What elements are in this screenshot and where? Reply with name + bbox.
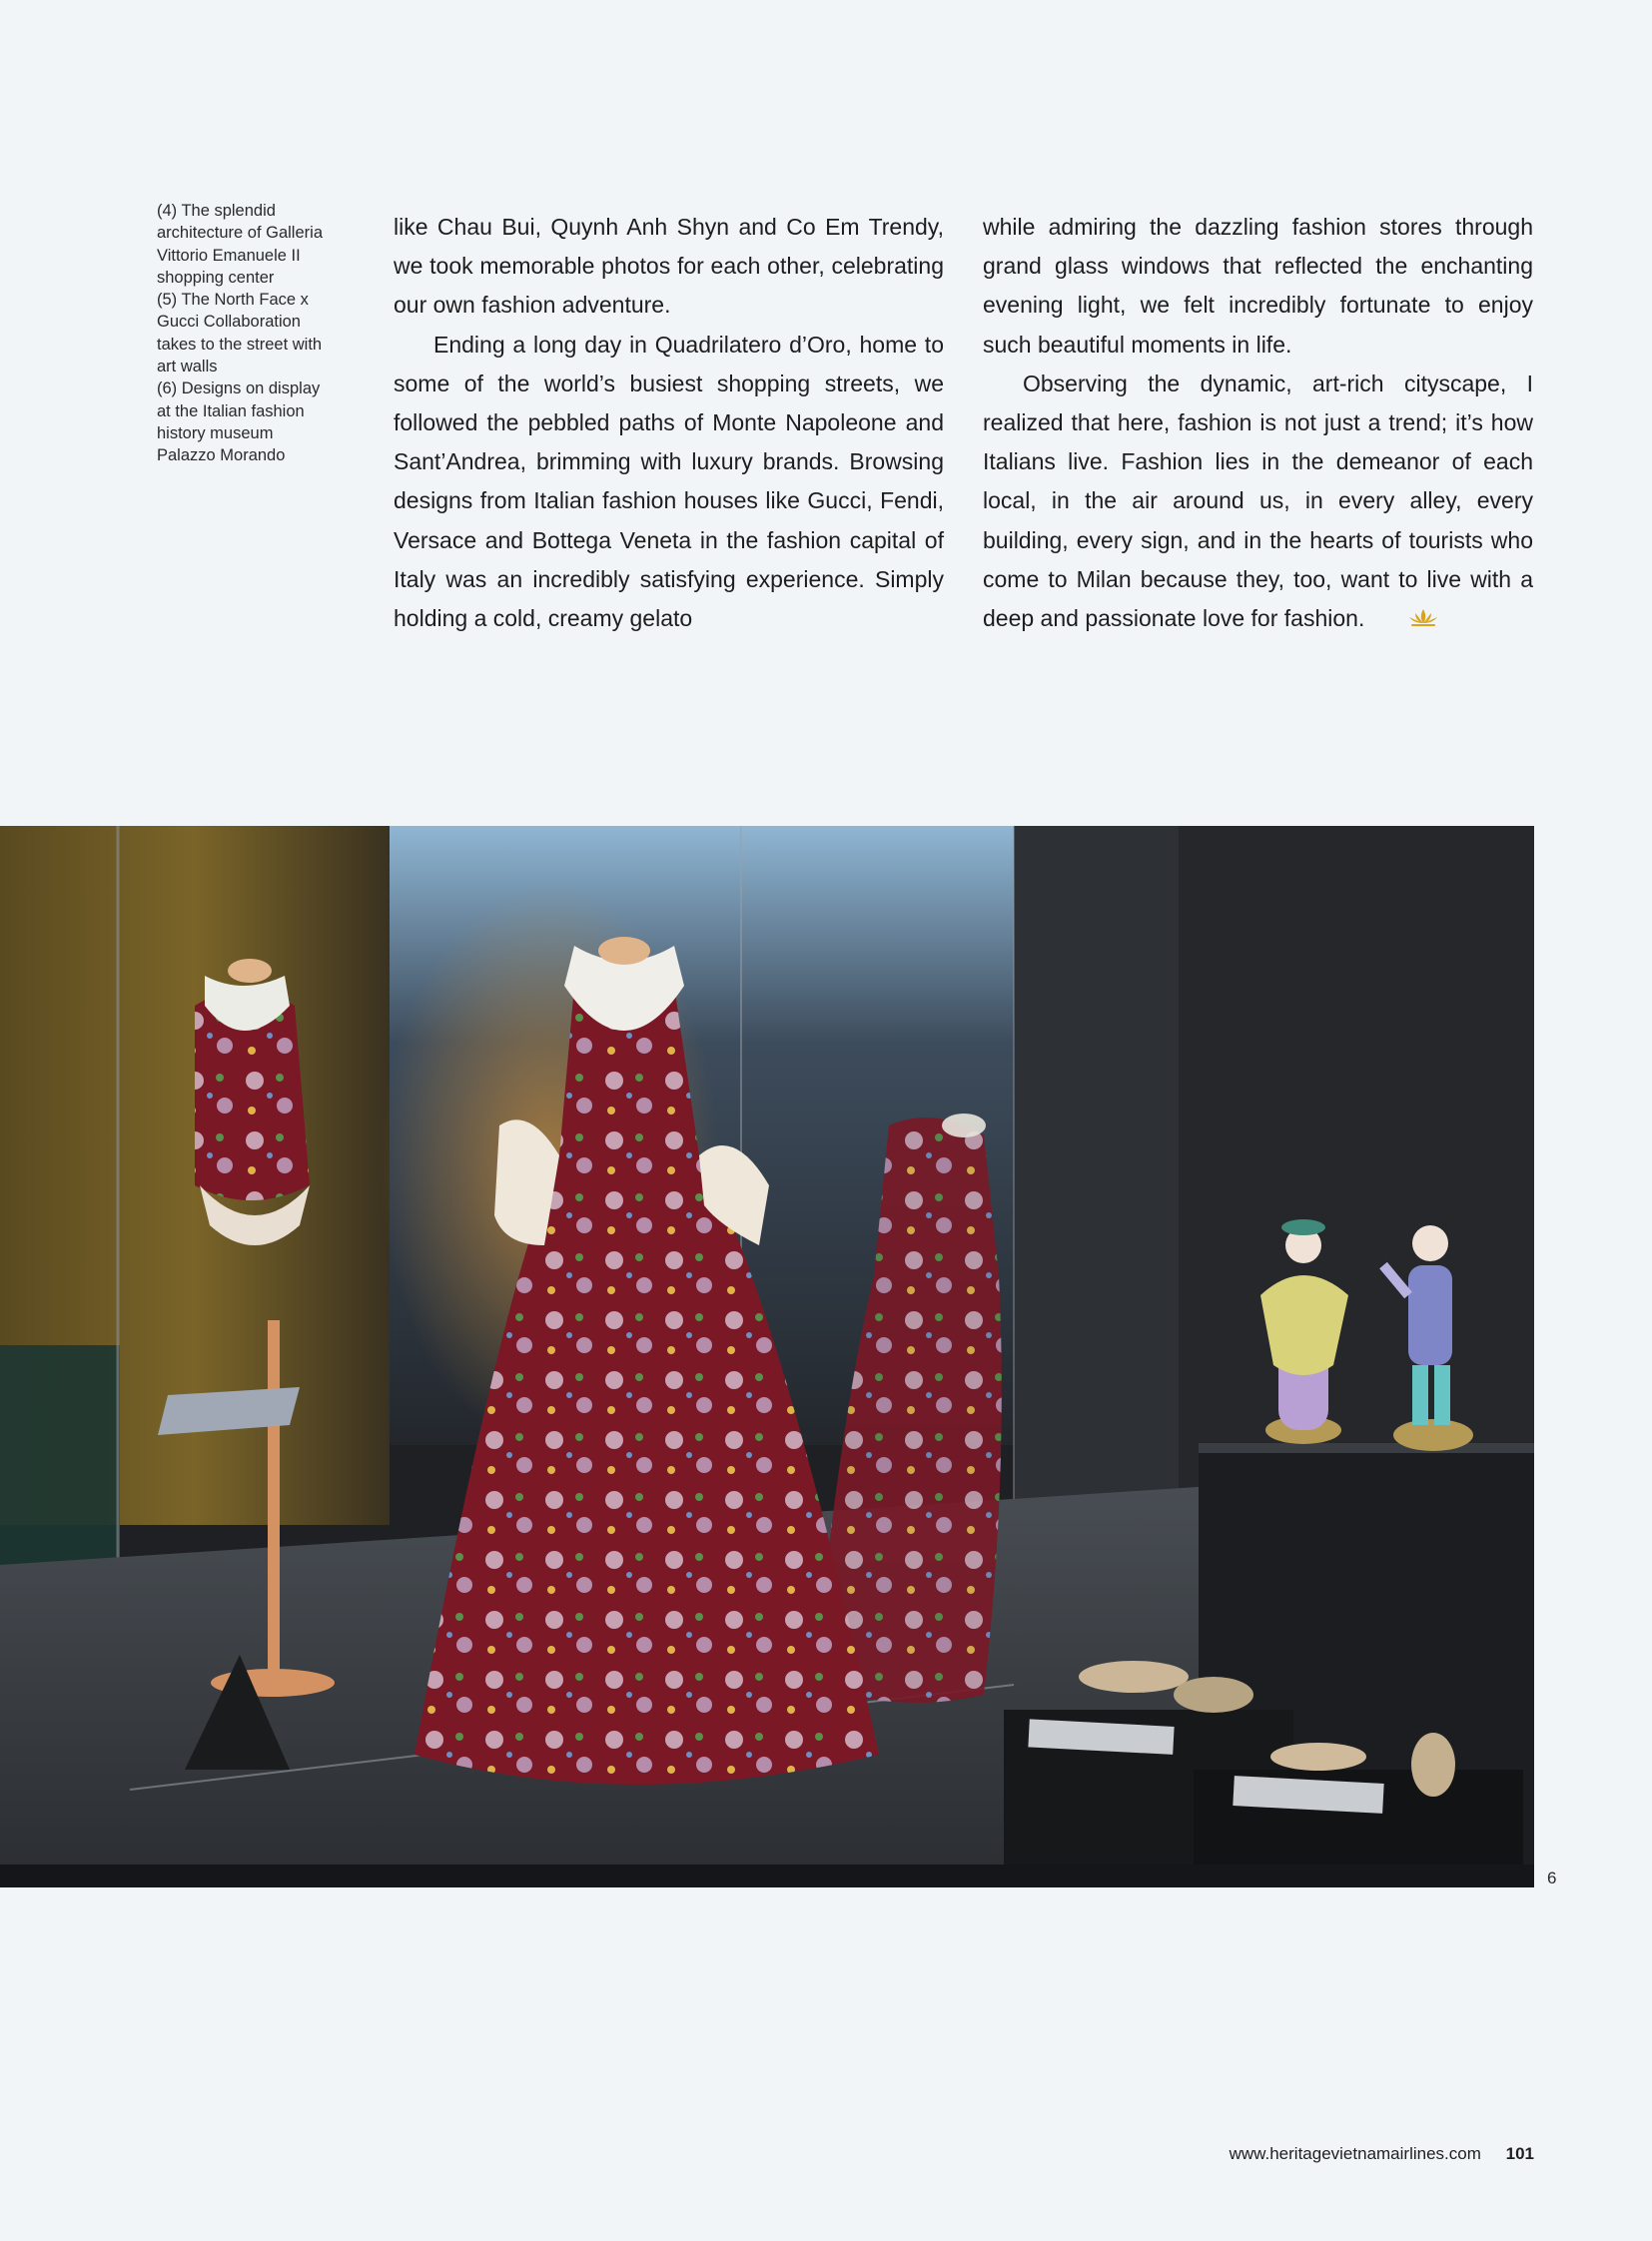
caption-line: takes to the street with [157,335,323,354]
caption-line: (5) The North Face x [157,291,309,310]
caption-line: (4) The splendid [157,202,276,220]
article-paragraph: while admiring the dazzling fashion stores through grand glass windows that reflected the enchanting evening light, we felt incredibly fortunate to enjoy such beautiful moments in life. [983,214,1533,358]
article-column-left [394,208,944,638]
caption-line: shopping center [157,268,275,287]
caption-line: Gucci Collaboration [157,313,301,332]
caption-line: art walls [157,358,218,376]
lotus-icon [1368,600,1438,639]
article-paragraph-text: Observing the dynamic, art-rich cityscape, I realized that here, fashion is not just a trend; it’s how Italians live. Fashion lies in the demeanor of each local, in the air around us, in every alley, every building, every sign, and in the hearts of tourists who come to Milan because they, too, want to live with a deep and passionate love for fashion. [983,370,1533,632]
caption-line: Vittorio Emanuele II [157,246,301,265]
page-number: 101 [1505,2144,1534,2163]
article-paragraph: like Chau Bui, Quynh Anh Shyn and Co Em Trendy, we took memorable photos for each other, celebrating our own fashion adventure. [394,214,944,319]
caption-line: history museum [157,423,274,442]
photo-number: 6 [1547,1868,1557,1887]
caption-line: (6) Designs on display [157,379,321,398]
museum-display-photo [0,826,1534,1887]
article-paragraph: Ending a long day in Quadrilatero d’Oro, home to some of the world’s busiest shopping streets, we followed the pebbled paths of Monte Napoleone and Sant’Andrea, brimming with luxury brands. Browsing designs from Italian fashion houses like Gucci, Fendi, Versace and Bottega Veneta in the fashion capital of Italy was an incredibly satisfying experience. Simply holding a cold, creamy gelato [394,331,944,632]
caption-line: architecture of Galleria [157,224,323,243]
page-footer [1230,2144,1534,2164]
caption-line: at the Italian fashion [157,401,305,420]
footer-url[interactable]: www.heritagevietnamairlines.com [1229,2144,1481,2163]
photo-caption [157,200,352,467]
article-column-right [983,208,1533,640]
caption-line: Palazzo Morando [157,446,286,465]
article-paragraph-final [983,365,1533,640]
